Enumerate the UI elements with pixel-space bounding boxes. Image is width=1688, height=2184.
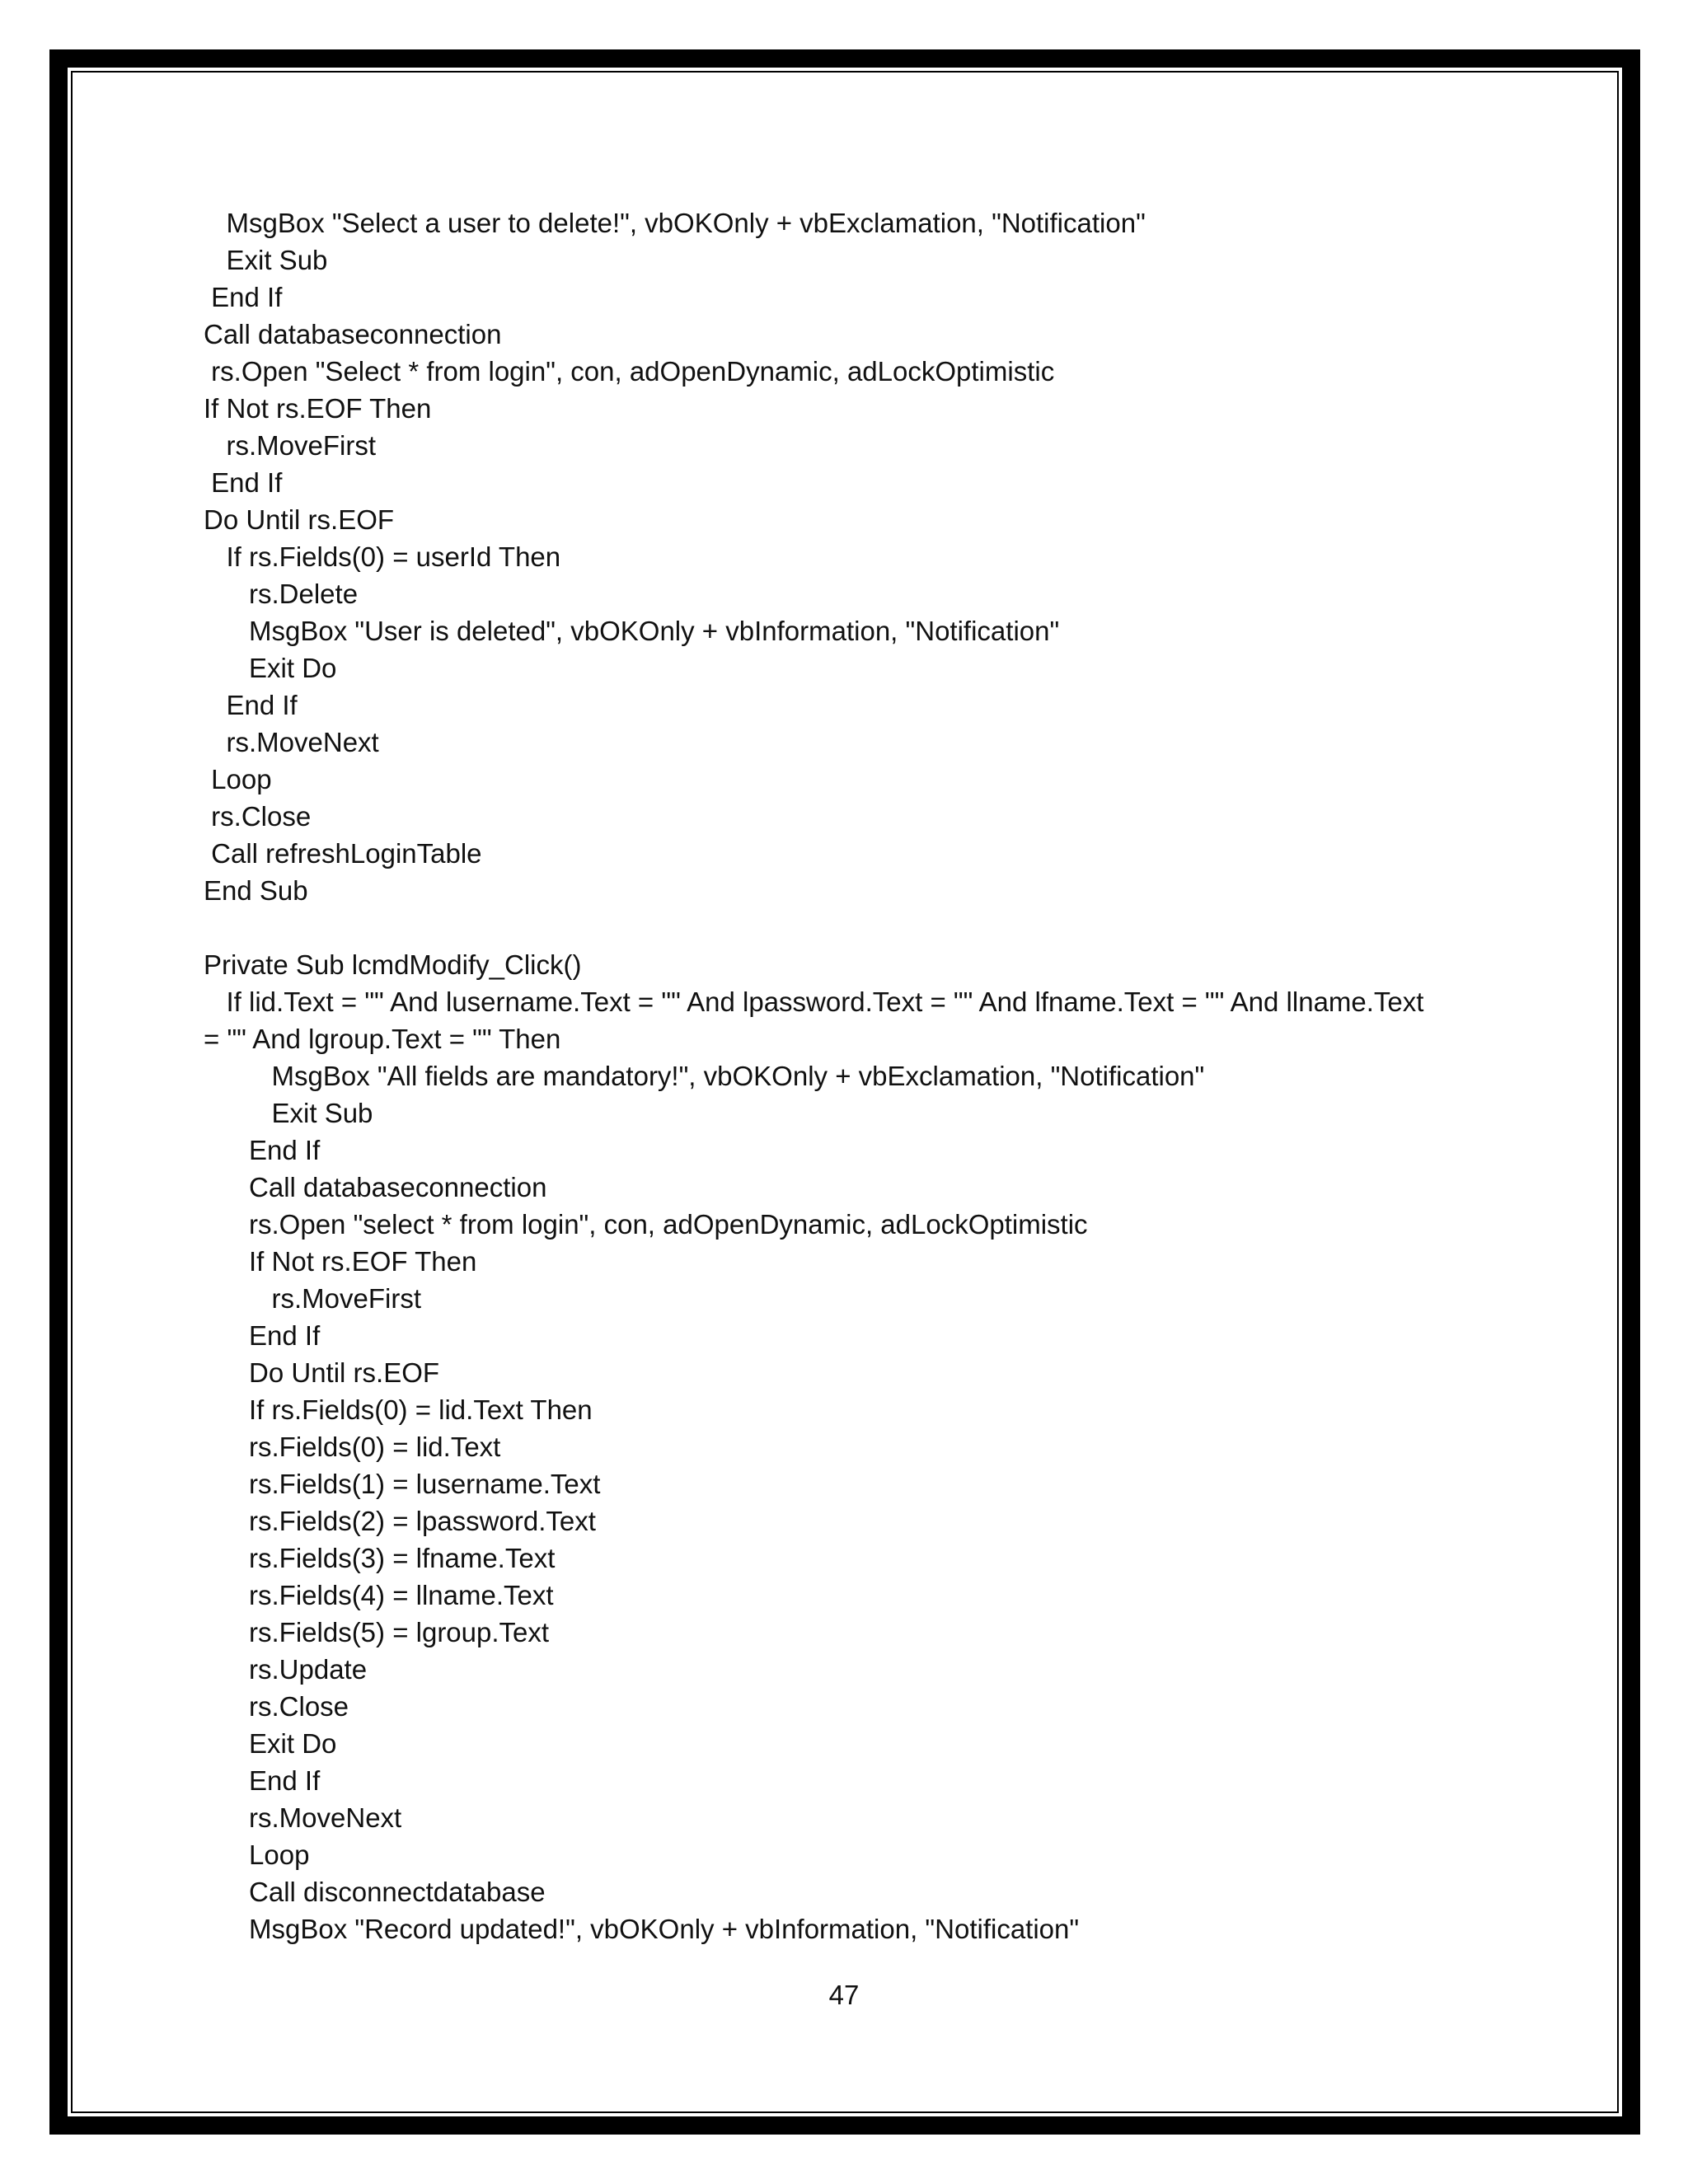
code-line: End If xyxy=(204,1320,321,1351)
code-line: Call databaseconnection xyxy=(204,319,502,349)
code-line: End If xyxy=(204,690,298,720)
code-line-blank xyxy=(204,909,1489,946)
code-line: Exit Do xyxy=(204,653,337,683)
code-line: If rs.Fields(0) = userId Then xyxy=(204,541,561,572)
code-line: rs.Close xyxy=(204,1691,349,1722)
code-line: rs.Fields(1) = lusername.Text xyxy=(204,1469,601,1499)
code-line: End Sub xyxy=(204,875,308,906)
code-line: If Not rs.EOF Then xyxy=(204,1246,477,1277)
code-line: If Not rs.EOF Then xyxy=(204,393,432,424)
code-line: MsgBox "User is deleted", vbOKOnly + vbInformation, "Notification" xyxy=(204,616,1060,646)
code-line: rs.MoveNext xyxy=(204,727,379,757)
code-listing xyxy=(204,204,1489,1947)
code-line: End If xyxy=(204,467,283,498)
code-line: = "" And lgroup.Text = "" Then xyxy=(204,1024,561,1054)
code-line: Exit Sub xyxy=(204,1098,373,1128)
code-line: Exit Sub xyxy=(204,245,328,275)
code-line: rs.MoveNext xyxy=(204,1802,402,1833)
code-line: rs.Close xyxy=(204,801,312,832)
code-line: Exit Do xyxy=(204,1728,337,1759)
code-line: MsgBox "All fields are mandatory!", vbOKOnly + vbExclamation, "Notification" xyxy=(204,1061,1205,1091)
code-line: Call databaseconnection xyxy=(204,1172,547,1202)
code-line: rs.Update xyxy=(204,1654,368,1685)
code-line: rs.MoveFirst xyxy=(204,430,377,461)
code-line: rs.Fields(0) = lid.Text xyxy=(204,1432,501,1462)
code-line: rs.Open "Select * from login", con, adOpenDynamic, adLockOptimistic xyxy=(204,356,1055,387)
code-line: rs.Fields(2) = lpassword.Text xyxy=(204,1506,596,1536)
code-line: rs.Delete xyxy=(204,579,359,609)
page-number: 47 xyxy=(828,1980,860,2010)
code-line: Loop xyxy=(204,764,272,794)
code-line: End If xyxy=(204,282,283,312)
code-line: Do Until rs.EOF xyxy=(204,1357,440,1388)
code-line: MsgBox "Record updated!", vbOKOnly + vbInformation, "Notification" xyxy=(204,1914,1080,1944)
code-line: rs.MoveFirst xyxy=(204,1283,422,1314)
code-line: Call refreshLoginTable xyxy=(204,838,482,869)
code-line: MsgBox "Select a user to delete!", vbOKOnly + vbExclamation, "Notification" xyxy=(204,208,1146,238)
code-line: rs.Open "select * from login", con, adOpenDynamic, adLockOptimistic xyxy=(204,1209,1088,1240)
code-line: If rs.Fields(0) = lid.Text Then xyxy=(204,1394,593,1425)
code-line: Call disconnectdatabase xyxy=(204,1877,546,1907)
code-line: End If xyxy=(204,1135,321,1165)
code-line: If lid.Text = "" And lusername.Text = "" And lpassword.Text = "" And lfname.Text = "" And llname.Text xyxy=(204,987,1424,1017)
code-line: rs.Fields(5) = lgroup.Text xyxy=(204,1617,550,1647)
code-line: rs.Fields(4) = llname.Text xyxy=(204,1580,554,1610)
code-line: rs.Fields(3) = lfname.Text xyxy=(204,1543,556,1573)
code-line: End If xyxy=(204,1765,321,1796)
code-line: Do Until rs.EOF xyxy=(204,504,395,535)
code-line: Loop xyxy=(204,1840,310,1870)
code-line: Private Sub lcmdModify_Click() xyxy=(204,949,582,980)
